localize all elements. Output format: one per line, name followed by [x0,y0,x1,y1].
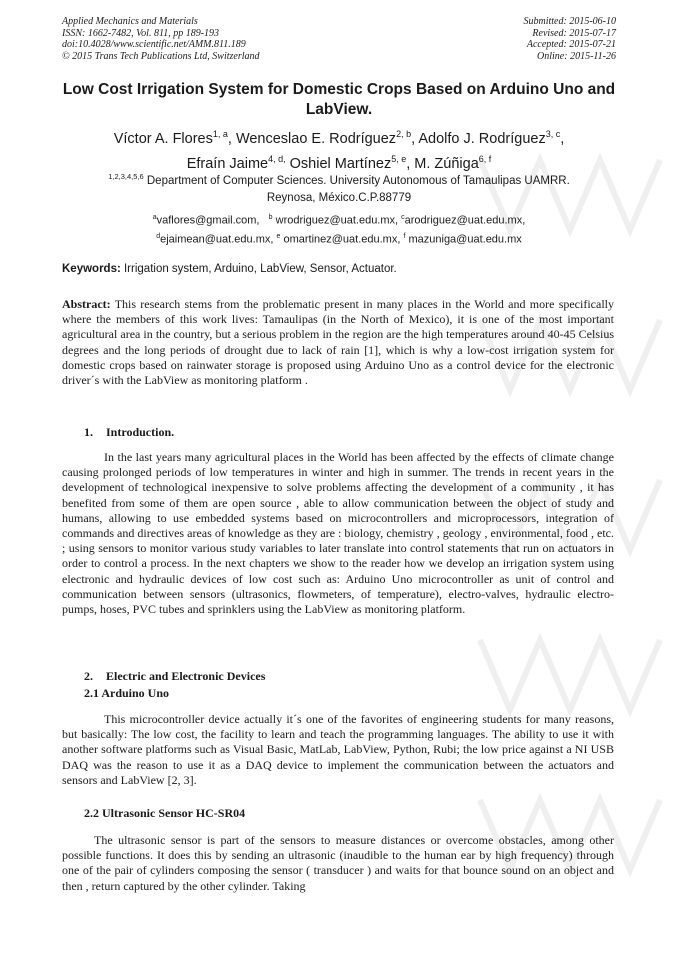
keywords-text: Irrigation system, Arduino, LabView, Sensor, Actuator. [120,263,397,275]
author-name: Efraín Jaime [186,155,269,172]
copyright-line: © 2015 Trans Tech Publications Ltd, Switzerland [62,50,260,62]
author-name: Víctor A. Flores [113,130,213,147]
abstract-label: Abstract: [62,297,111,311]
doi-line: doi:10.4028/www.scientific.net/AMM.811.189 [62,39,246,50]
journal-info [62,16,260,62]
revised-date: Revised: 2015-07-17 [532,27,616,39]
abstract-text: This research stems from the problematic present in many places in the World and more specifically where the members of this work lives: Tamaulipas (in the North of Mexico), it is one of the most important agricultural area in the country, but a serious problem in the region are the high temperatures around 40-45 Celsius degrees and the long periods of drought due to lack of rain [1], which is why a low-cost irrigation system for domestic crops based on rainwater storage is proposed using Arduino Uno as a control device for the electronic driver´s with the LabView as monitoring platform . [62,297,614,388]
section-heading-introduction: 1. Introduction. [84,425,175,439]
publication-dates [524,16,617,62]
section-heading-devices: 2. Electric and Electronic Devices [84,669,266,683]
author-affiliation-mark: 2, b [396,129,412,139]
subsection-heading-arduino: 2.1 Arduino Uno [84,686,170,700]
issn-line: ISSN: 1662-7482, Vol. 811, pp 189-193 [62,27,220,39]
author-name: Oshiel Martínez [289,155,392,172]
author-affiliation-mark: 3, c [545,129,561,139]
online-date: Online: 2015-11-26 [537,50,616,62]
author-name: Adolfo J. Rodríguez [418,130,546,147]
email-link[interactable]: vaflores@gmail.com, [156,214,260,227]
affiliation [62,168,616,207]
keywords-label: Keywords: [62,263,121,275]
author-affiliation-mark: 4, d, [268,153,286,164]
email-link[interactable]: wrodriguez@uat.edu.mx, [275,214,399,227]
author-list: Víctor A. Flores$^{1, a}$, Wenceslao E. Rodríguez$^{2, b}$, Adolfo J. Rodríguez$^{3, c}$, Efraín Jaime$^{4, d,}$ Oshiel Martínez$^{5, e}$, M. Zúñiga$^{6, f}$ [113,129,565,172]
affiliation-mark: 1,2,3,4,5,6 [108,172,144,181]
ultrasonic-paragraph: The ultrasonic sensor is part of the sensors to measure distances or overcome obstacles, among other possible functions. It does this by sending an ultrasonic (inaudible to the human ear by high frequency) through one of the pair of cylinders composing the sensor ( transducer ) and waits for that bounce sound on an object and then , return captured by the other cylinder. Taking [62,833,614,893]
arduino-paragraph: This microcontroller device actually it´s one of the favorites of engineering students for many reasons, but basically: The low cost, the facility to learn and teach the programming languages. The ability to use it with another software platforms such as Visual Basic, MatLab, LabView, Python, Rubi; the low price against a NI USB DAQ was the reason to use it as a DAQ device to implement the communication between the actuators and sensors and LabView [2, 3]. [62,712,614,787]
author-affiliation-mark: 5, e [391,153,407,164]
accepted-date: Accepted: 2015-07-21 [526,39,616,50]
email-link[interactable]: arodriguez@uat.edu.mx, [404,214,526,227]
email-link[interactable]: ejaimean@uat.edu.mx, [160,233,274,246]
keywords [62,262,616,276]
author-affiliation-mark: 1, a [212,129,228,139]
affiliation-line: Department of Computer Sciences. University Autonomous of Tamaulipas UAMRR. [143,174,570,187]
journal-name: Applied Mechanics and Materials [62,16,198,27]
author-name: Wenceslao E. Rodríguez [235,130,397,147]
author-emails: $^a$vaflores@gmail.com, $^b$ wrodriguez@uat.edu.mx, $^c$arodriguez@uat.edu.mx, $^d$ejaimean@uat.edu.mx, $^e$ omartinez@uat.edu.mx, $^f$ mazuniga@uat.edu.mx [152,214,526,246]
author-name: M. Zúñiga [414,155,479,172]
introduction-paragraph: In the last years many agricultural places in the World has been affected by the effects of climate change causing prolonged periods of low temperatures in winter and high in summer. The trends in recent years in the development of technological inexpensive to solve problems affecting the development of a community , it has benefited from some of them are open source , able to allow communication between the object of study and humans, allowing to use embedded systems based on microcontrollers and microprocessors, integration of commands and directives areas of knowledge as they are : biology, chemistry , geology , environmental, food , etc. ; using sensors to monitor various study variables to later translate into control statements that run on actuators in order to control a process. In the next chapters we show to the reader how we develop an irrigation system using electronic and hydraulic devices of low cost such as: Arduino Uno microcontroller as unit of control and communication between sensors (ultrasonics, flowmeters, of temperature), electro-valves, hydraulic electro-pumps, hoses, PVC tubes and sprinklers using the LabView as monitoring platform. [62,450,614,617]
submitted-date: Submitted: 2015-06-10 [523,16,616,27]
paper-title: Low Cost Irrigation System for Domestic Crops Based on Arduino Uno and LabView. [62,81,616,118]
author-affiliation-mark: 6, f [478,153,492,164]
email-link[interactable]: mazuniga@uat.edu.mx [408,233,522,246]
affiliation-address: Reynosa, México.C.P.88779 [266,191,412,204]
abstract [62,297,614,388]
email-link[interactable]: omartinez@uat.edu.mx, [283,233,401,246]
subsection-heading-ultrasonic: 2.2 Ultrasonic Sensor HC-SR04 [84,806,246,820]
